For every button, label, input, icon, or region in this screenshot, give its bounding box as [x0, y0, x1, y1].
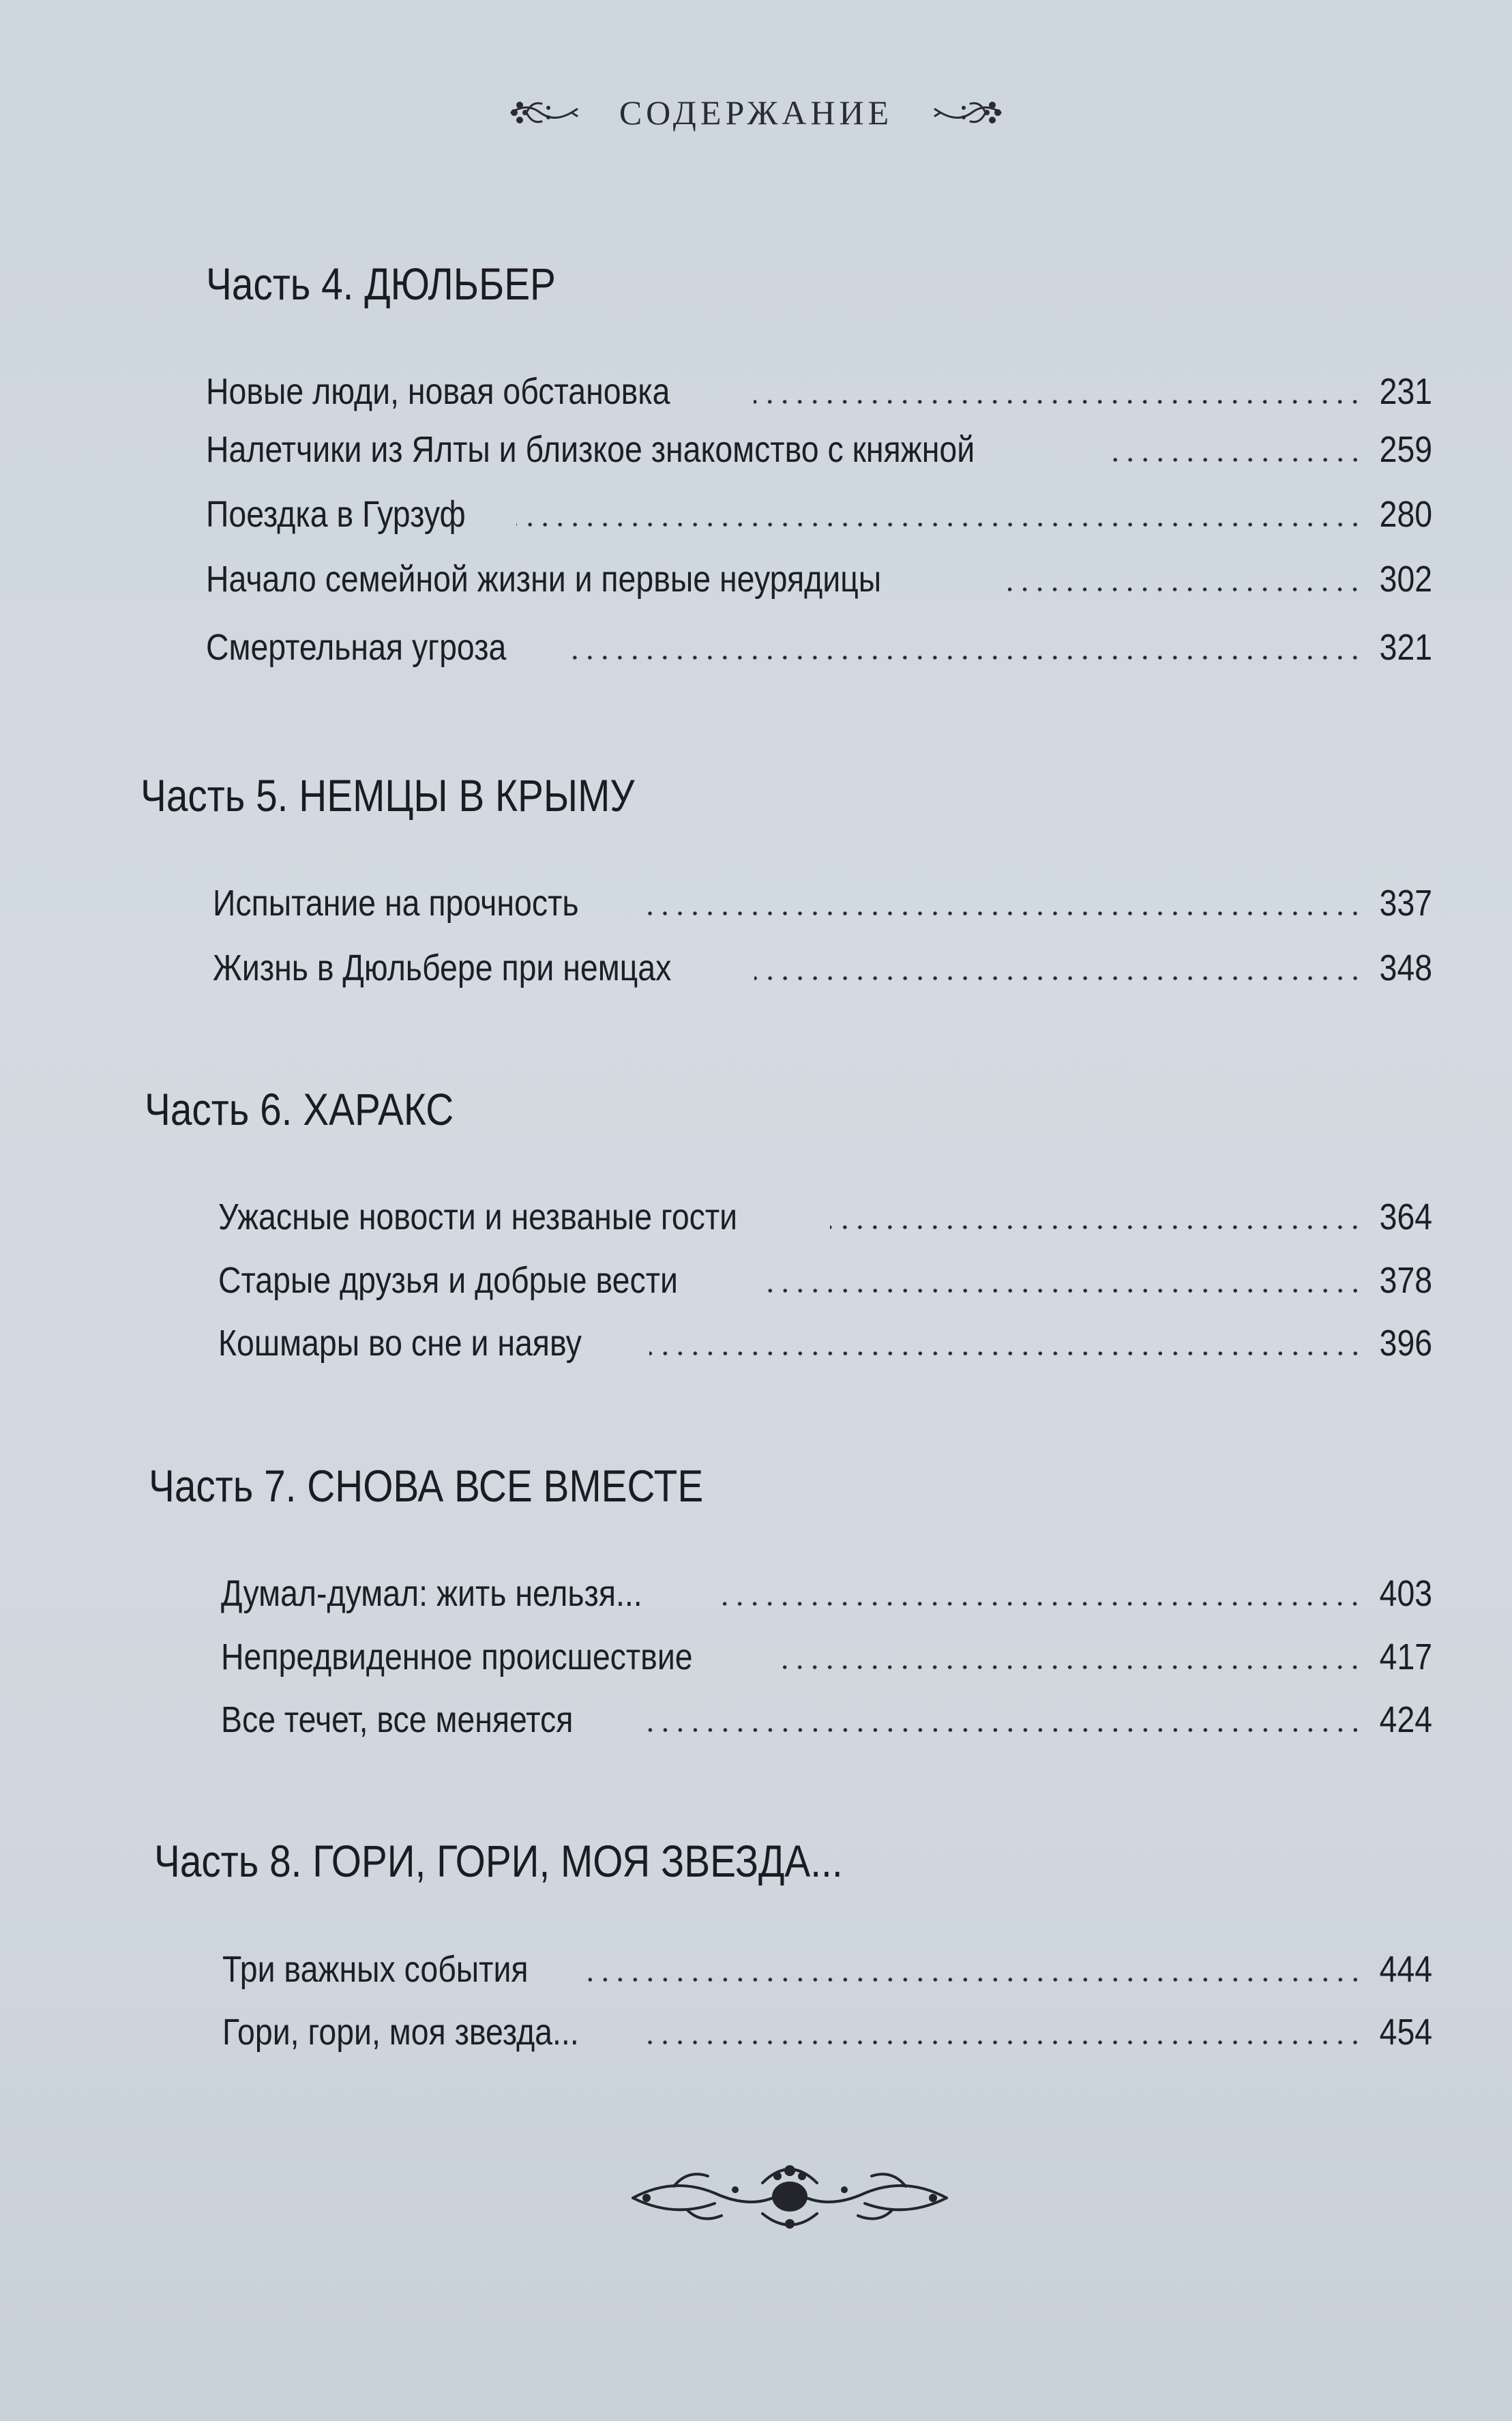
- toc-entry-page: 417: [1379, 1637, 1432, 1677]
- leader-dots: [999, 587, 1363, 592]
- leader-dots: [649, 1351, 1363, 1356]
- floral-vignette-icon: [931, 89, 1006, 136]
- toc-entry-page: 378: [1379, 1260, 1432, 1301]
- toc-entry-title: Кошмары во сне и наяву: [218, 1323, 582, 1364]
- leader-dots: [563, 655, 1363, 660]
- leader-dots: [645, 2040, 1363, 2045]
- toc-entry-page: 259: [1379, 429, 1432, 470]
- toc-entry[interactable]: [206, 365, 1432, 413]
- toc-entry[interactable]: [213, 877, 1432, 924]
- toc-entry[interactable]: [218, 1254, 1432, 1302]
- toc-entry[interactable]: [206, 621, 1432, 669]
- leader-dots: [1108, 457, 1363, 463]
- leader-dots: [777, 1664, 1363, 1670]
- toc-entry-title: Начало семейной жизни и первые неурядицы: [206, 559, 882, 600]
- leader-dots: [587, 1977, 1363, 1982]
- leader-dots: [719, 1601, 1363, 1606]
- toc-entry-title: Старые друзья и добрые вести: [218, 1260, 678, 1301]
- toc-entry-title: Налетчики из Ялты и близкое знакомство с княжной: [206, 429, 975, 470]
- toc-entry[interactable]: [221, 1693, 1432, 1741]
- toc-entry-title: Гори, гори, моя звезда...: [222, 2012, 579, 2053]
- toc-entry-title: Все течет, все меняется: [221, 1699, 574, 1740]
- toc-entry-page: 396: [1379, 1323, 1432, 1364]
- toc-entry-page: 302: [1379, 559, 1432, 600]
- toc-entry-title: Ужасные новости и незваные гости: [218, 1197, 738, 1237]
- toc-entry-page: 231: [1379, 371, 1432, 412]
- part-heading: Часть 7. СНОВА ВСЕ ВМЕСТЕ: [149, 1461, 704, 1511]
- floral-vignette-icon: [506, 89, 581, 136]
- part-heading: Часть 4. ДЮЛЬБЕР: [206, 259, 556, 309]
- toc-entry-title: Непредвиденное происшествие: [221, 1637, 693, 1677]
- toc-entry-title: Испытание на прочность: [213, 883, 579, 924]
- toc-entry-title: Новые люди, новая обстановка: [206, 371, 670, 412]
- leader-dots: [639, 1727, 1363, 1733]
- toc-entry[interactable]: [218, 1317, 1432, 1364]
- toc-entry-page: 364: [1379, 1197, 1432, 1237]
- part-heading: Часть 5. НЕМЦЫ В КРЫМУ: [140, 770, 635, 821]
- toc-entry-page: 444: [1379, 1949, 1432, 1990]
- part-heading: Часть 6. ХАРАКС: [145, 1084, 454, 1134]
- toc-entry[interactable]: [221, 1567, 1432, 1615]
- toc-entry[interactable]: [218, 1190, 1432, 1238]
- part-heading: Часть 8. ГОРИ, ГОРИ, МОЯ ЗВЕЗДА...: [154, 1836, 843, 1886]
- toc-entry[interactable]: [222, 1943, 1432, 1991]
- toc-entry[interactable]: [206, 423, 1432, 471]
- toc-entry-page: 321: [1379, 627, 1432, 668]
- toc-entry-title: Три важных события: [222, 1949, 529, 1990]
- toc-entry[interactable]: [213, 941, 1432, 989]
- toc-entry-page: 337: [1379, 883, 1432, 924]
- running-head: [0, 89, 1512, 136]
- toc-entry-title: Смертельная угроза: [206, 627, 507, 668]
- leader-dots: [516, 522, 1363, 527]
- toc-entry[interactable]: [206, 488, 1432, 535]
- running-head-title: СОДЕРЖАНИЕ: [619, 93, 893, 132]
- leader-dots: [761, 1288, 1363, 1293]
- leader-dots: [754, 975, 1363, 981]
- toc-entry-title: Поездка в Гурзуф: [206, 494, 466, 535]
- ornamental-tailpiece-icon: [626, 2156, 953, 2237]
- toc-entry-page: 348: [1379, 948, 1432, 988]
- toc-entry-title: Жизнь в Дюльбере при немцах: [213, 948, 672, 988]
- toc-entry-page: 403: [1379, 1573, 1432, 1614]
- toc-entry[interactable]: [206, 553, 1432, 600]
- toc-entry[interactable]: [221, 1630, 1432, 1678]
- leader-dots: [830, 1224, 1363, 1230]
- toc-entry-page: 280: [1379, 494, 1432, 535]
- toc-entry[interactable]: [222, 2006, 1432, 2053]
- toc-entry-page: 454: [1379, 2012, 1432, 2053]
- toc-entry-page: 424: [1379, 1699, 1432, 1740]
- leader-dots: [754, 399, 1363, 405]
- leader-dots: [647, 911, 1363, 916]
- toc-entry-title: Думал-думал: жить нельзя...: [221, 1573, 642, 1614]
